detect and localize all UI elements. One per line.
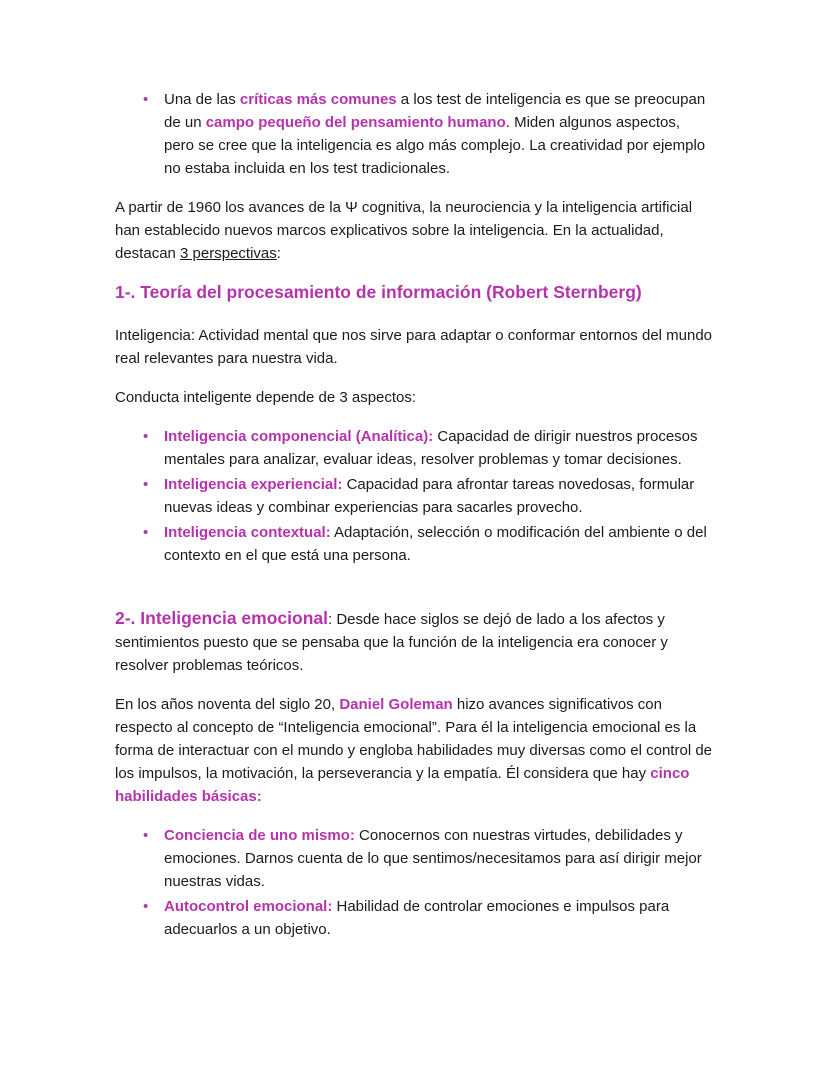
accent-term: Conciencia de uno mismo: (164, 827, 355, 844)
aspects-bullet-list (115, 425, 713, 567)
bullet-icon: • (143, 428, 149, 445)
accent-term: campo pequeño del pensamiento humano (205, 114, 506, 131)
bullet-icon: • (143, 91, 149, 108)
text-run: a los test de inteligencia es que se preocupan de un (164, 91, 706, 131)
heading-sternberg: 1-. Teoría del procesamiento de información (Robert Sternberg) (115, 282, 642, 302)
bullet-item (143, 521, 713, 567)
text-run: Una de las (164, 91, 240, 108)
bullet-item (143, 824, 713, 893)
heading-emocional-paragraph (115, 607, 713, 677)
text-run: En los años noventa del siglo 20, (115, 696, 340, 713)
bullet-icon: • (143, 476, 149, 493)
text-run: Adaptación, selección o modificación del ambiente o del contexto en el que está una persona. (164, 524, 707, 564)
heading-emocional: 2-. Inteligencia emocional (115, 608, 328, 628)
bullet-icon: • (143, 827, 149, 844)
paragraph-goleman (115, 693, 713, 808)
text-run: A partir de 1960 los avances de la Ψ cognitiva, la neurociencia y la inteligencia artificial han establecido nuevos marcos explicativos sobre la inteligencia. En la actualidad, destacan (115, 199, 693, 262)
bullet-item (143, 473, 713, 519)
text-run: . Miden algunos aspectos, pero se cree que la inteligencia es algo más complejo. La creatividad por ejemplo no estaba incluida en los test tradicionales. (164, 114, 706, 177)
paragraph-conducta: Conducta inteligente depende de 3 aspectos: (115, 389, 417, 406)
accent-term: Daniel Goleman (339, 696, 453, 713)
bullet-item (143, 88, 713, 180)
paragraph-1960 (115, 196, 713, 265)
accent-term: cinco habilidades básicas: (115, 765, 690, 805)
skills-bullet-list (115, 824, 713, 941)
text-run: Capacidad de dirigir nuestros procesos mentales para analizar, evaluar ideas, resolver problemas y tomar decisiones. (164, 428, 698, 468)
accent-term: Autocontrol emocional: (164, 898, 333, 915)
accent-term: críticas más comunes (239, 91, 397, 108)
accent-term: Inteligencia componencial (Analítica): (164, 428, 434, 445)
text-run: Habilidad de controlar emociones e impulsos para adecuarlos a un objetivo. (164, 898, 670, 938)
text-run: hizo avances significativos con respecto al concepto de “Inteligencia emocional”. Para él la inteligencia emocional es la forma de interactuar con el mundo y engloba habilidades muy diversas como el control de los impulsos, la motivación, la perseverancia y la empatía. Él considera que hay (115, 696, 712, 782)
paragraph-definition: Inteligencia: Actividad mental que nos sirve para adaptar o conformar entornos del mundo real relevantes para nuestra vida. (115, 327, 713, 367)
text-run: Conocernos con nuestras virtudes, debilidades y emociones. Darnos cuenta de lo que sentimos/necesitamos para así dirigir mejor nuestras vidas. (164, 827, 702, 890)
underlined-text: 3 perspectivas (180, 245, 277, 262)
bullet-item (143, 895, 713, 941)
bullet-item (143, 425, 713, 471)
accent-term: Inteligencia contextual: (164, 524, 331, 541)
bullet-icon: • (143, 898, 149, 915)
intro-bullet-list (115, 88, 713, 180)
text-run: : Desde hace siglos se dejó de lado a los afectos y sentimientos puesto que se pensaba que la función de la inteligencia era conocer y resolver problemas teóricos. (115, 611, 668, 674)
bullet-icon: • (143, 524, 149, 541)
text-run: Capacidad para afrontar tareas novedosas, formular nuevas ideas y combinar experiencias para sacarles provecho. (164, 476, 695, 516)
accent-term: Inteligencia experiencial: (164, 476, 343, 493)
text-run: : (276, 245, 281, 262)
